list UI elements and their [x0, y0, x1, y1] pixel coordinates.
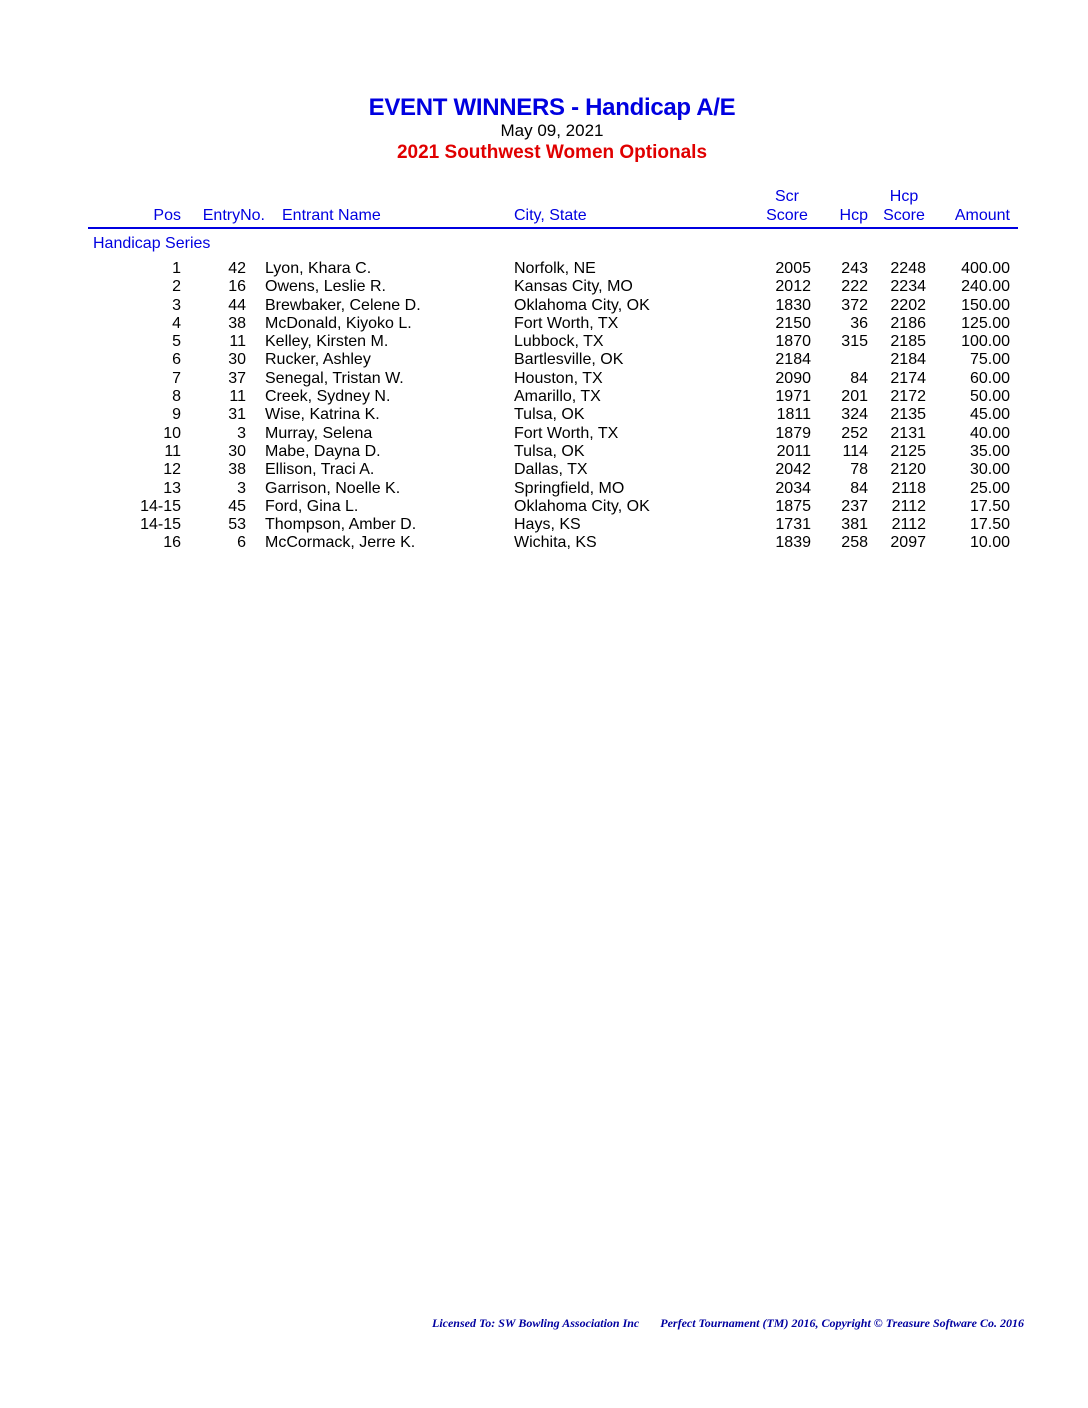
row-handicap-score: 2184 — [890, 351, 926, 369]
row-city-state: Houston, TX — [514, 369, 603, 387]
row-amount: 75.00 — [969, 351, 1010, 369]
row-handicap-score: 2112 — [891, 497, 926, 515]
report-title: EVENT WINNERS - Handicap A/E — [368, 94, 736, 121]
row-position: 9 — [172, 406, 181, 424]
table-row — [0, 315, 1088, 333]
row-handicap: 372 — [841, 296, 868, 314]
row-handicap: 324 — [841, 406, 868, 424]
row-city-state: Springfield, MO — [514, 479, 625, 497]
col-header-amount: Amount — [954, 207, 1010, 224]
row-position: 12 — [163, 461, 181, 479]
col-header-name: Entrant Name — [282, 207, 381, 224]
row-city-state: Dallas, TX — [514, 461, 588, 479]
row-entry-number: 11 — [229, 333, 246, 351]
row-handicap: 84 — [850, 369, 868, 387]
row-entry-number: 45 — [228, 497, 246, 515]
row-entrant-name: Owens, Leslie R. — [265, 278, 386, 296]
row-scratch-score: 2012 — [775, 278, 811, 296]
row-handicap-score: 2185 — [890, 333, 926, 351]
row-entrant-name: Ford, Gina L. — [265, 497, 359, 515]
row-scratch-score: 1731 — [775, 516, 811, 534]
row-handicap-score: 2120 — [890, 461, 926, 479]
row-city-state: Tulsa, OK — [514, 442, 585, 460]
row-position: 10 — [163, 424, 181, 442]
row-city-state: Fort Worth, TX — [514, 424, 619, 442]
row-city-state: Amarillo, TX — [514, 388, 601, 406]
row-handicap-score: 2248 — [890, 260, 926, 277]
row-handicap-score: 2234 — [890, 278, 926, 296]
row-amount: 125.00 — [961, 314, 1010, 332]
row-city-state: Wichita, KS — [514, 534, 597, 552]
row-entrant-name: Ellison, Traci A. — [265, 461, 375, 479]
table-row — [0, 461, 1088, 479]
table-row — [0, 443, 1088, 461]
row-handicap-score: 2202 — [890, 296, 926, 314]
row-scratch-score: 2034 — [775, 479, 811, 497]
row-entrant-name: Senegal, Tristan W. — [265, 369, 404, 387]
row-amount: 400.00 — [961, 260, 1010, 277]
row-city-state: Kansas City, MO — [514, 278, 633, 296]
row-position: 5 — [172, 333, 181, 351]
row-handicap-score: 2172 — [890, 388, 926, 406]
row-amount: 40.00 — [969, 424, 1010, 442]
row-amount: 17.50 — [969, 497, 1010, 515]
row-handicap-score: 2186 — [890, 314, 926, 332]
table-row — [0, 333, 1088, 351]
col-header-pos: Pos — [153, 207, 181, 224]
row-amount: 60.00 — [969, 369, 1010, 387]
row-handicap: 78 — [850, 461, 868, 479]
results-table — [0, 260, 1088, 553]
row-handicap-score: 2174 — [890, 369, 926, 387]
col-header-scr-bottom: Score — [766, 207, 808, 224]
row-position: 6 — [172, 351, 181, 369]
row-handicap-score: 2112 — [891, 516, 926, 534]
footer-license: Licensed To: SW Bowling Association Inc — [431, 1316, 640, 1330]
row-amount: 30.00 — [969, 461, 1010, 479]
row-entrant-name: Thompson, Amber D. — [265, 516, 417, 534]
row-position: 11 — [164, 442, 181, 460]
row-handicap: 222 — [841, 278, 868, 296]
row-position: 1 — [172, 260, 181, 277]
event-name: 2021 Southwest Women Optionals — [396, 142, 708, 163]
row-entry-number: 38 — [228, 314, 246, 332]
row-amount: 150.00 — [961, 296, 1010, 314]
row-position: 7 — [172, 369, 181, 387]
row-scratch-score: 1839 — [775, 534, 811, 552]
row-handicap-score: 2097 — [890, 534, 926, 552]
table-row — [0, 260, 1088, 278]
row-city-state: Tulsa, OK — [514, 406, 585, 424]
row-entrant-name: Brewbaker, Celene D. — [265, 296, 421, 314]
row-scratch-score: 1971 — [775, 388, 811, 406]
row-scratch-score: 2042 — [775, 461, 811, 479]
row-scratch-score: 2184 — [775, 351, 811, 369]
table-row — [0, 351, 1088, 369]
row-entry-number: 3 — [237, 479, 246, 497]
row-entry-number: 42 — [228, 260, 246, 277]
row-position: 8 — [172, 388, 181, 406]
row-entry-number: 44 — [228, 296, 246, 314]
row-city-state: Oklahoma City, OK — [514, 296, 650, 314]
row-city-state: Lubbock, TX — [514, 333, 604, 351]
row-scratch-score: 1875 — [775, 497, 811, 515]
col-header-city: City, State — [514, 207, 587, 224]
row-entrant-name: Wise, Katrina K. — [265, 406, 380, 424]
row-position: 13 — [163, 479, 181, 497]
row-city-state: Oklahoma City, OK — [514, 497, 650, 515]
table-row — [0, 278, 1088, 296]
row-city-state: Hays, KS — [514, 516, 581, 534]
table-row — [0, 297, 1088, 315]
footer-copyright: Perfect Tournament (TM) 2016, Copyright © Treasure Software Co. 2016 — [660, 1316, 1024, 1330]
row-entrant-name: Lyon, Khara C. — [265, 260, 372, 277]
row-position: 4 — [172, 314, 181, 332]
row-handicap: 114 — [842, 442, 868, 460]
table-row — [0, 370, 1088, 388]
row-entrant-name: Creek, Sydney N. — [265, 388, 391, 406]
row-scratch-score: 2150 — [775, 314, 811, 332]
row-handicap: 315 — [841, 333, 868, 351]
row-position: 14-15 — [140, 516, 181, 534]
row-scratch-score: 1830 — [775, 296, 811, 314]
row-entry-number: 6 — [237, 534, 246, 552]
row-entry-number: 53 — [228, 516, 246, 534]
row-entrant-name: Mabe, Dayna D. — [265, 442, 381, 460]
row-handicap: 36 — [850, 314, 868, 332]
row-entry-number: 3 — [237, 424, 246, 442]
row-handicap-score: 2131 — [890, 424, 926, 442]
row-amount: 45.00 — [969, 406, 1010, 424]
row-scratch-score: 1811 — [776, 406, 811, 424]
row-amount: 17.50 — [969, 516, 1010, 534]
row-city-state: Fort Worth, TX — [514, 314, 619, 332]
row-position: 16 — [163, 534, 181, 552]
row-position: 2 — [172, 278, 181, 296]
row-handicap-score: 2125 — [890, 442, 926, 460]
row-scratch-score: 2011 — [776, 442, 811, 460]
row-city-state: Bartlesville, OK — [514, 351, 624, 369]
row-entrant-name: McDonald, Kiyoko L. — [265, 314, 412, 332]
row-handicap: 84 — [850, 479, 868, 497]
table-row — [0, 388, 1088, 406]
row-entrant-name: McCormack, Jerre K. — [265, 534, 416, 552]
section-label: Handicap Series — [93, 235, 211, 252]
row-entry-number: 11 — [229, 388, 246, 406]
row-entry-number: 30 — [228, 351, 246, 369]
row-handicap-score: 2135 — [890, 406, 926, 424]
row-entrant-name: Rucker, Ashley — [265, 351, 371, 369]
table-row — [0, 534, 1088, 552]
row-amount: 35.00 — [969, 442, 1010, 460]
row-entry-number: 16 — [228, 278, 246, 296]
footer — [432, 1316, 1024, 1331]
row-position: 3 — [172, 296, 181, 314]
row-entrant-name: Kelley, Kirsten M. — [265, 333, 389, 351]
row-handicap: 258 — [841, 534, 868, 552]
row-handicap: 201 — [841, 388, 868, 406]
row-amount: 240.00 — [961, 278, 1010, 296]
row-entry-number: 38 — [228, 461, 246, 479]
report-date: May 09, 2021 — [500, 121, 604, 140]
row-scratch-score: 2005 — [775, 260, 811, 277]
col-header-hcp-score-bottom: Score — [883, 207, 925, 224]
row-entry-number: 30 — [228, 442, 246, 460]
col-header-hcp: Hcp — [839, 207, 868, 224]
row-amount: 100.00 — [961, 333, 1010, 351]
row-amount: 25.00 — [969, 479, 1010, 497]
row-scratch-score: 1870 — [775, 333, 811, 351]
row-amount: 50.00 — [969, 388, 1010, 406]
row-entry-number: 37 — [228, 369, 246, 387]
row-scratch-score: 2090 — [775, 369, 811, 387]
table-row — [0, 498, 1088, 516]
col-header-entry: EntryNo. — [202, 207, 265, 224]
row-entrant-name: Murray, Selena — [265, 424, 373, 442]
row-handicap: 381 — [841, 516, 868, 534]
row-handicap: 243 — [841, 260, 868, 277]
header-divider — [88, 227, 1018, 229]
row-handicap: 237 — [841, 497, 868, 515]
row-entrant-name: Garrison, Noelle K. — [265, 479, 401, 497]
row-handicap-score: 2118 — [891, 479, 926, 497]
row-amount: 10.00 — [969, 534, 1010, 552]
col-header-hcp-score-top: Hcp — [889, 188, 919, 205]
row-entry-number: 31 — [228, 406, 246, 424]
table-row — [0, 480, 1088, 498]
row-city-state: Norfolk, NE — [514, 260, 596, 277]
row-handicap: 252 — [841, 424, 868, 442]
table-row — [0, 425, 1088, 443]
table-row — [0, 406, 1088, 424]
row-position: 14-15 — [140, 497, 181, 515]
row-scratch-score: 1879 — [775, 424, 811, 442]
col-header-scr-top: Scr — [775, 188, 799, 205]
table-row — [0, 516, 1088, 534]
